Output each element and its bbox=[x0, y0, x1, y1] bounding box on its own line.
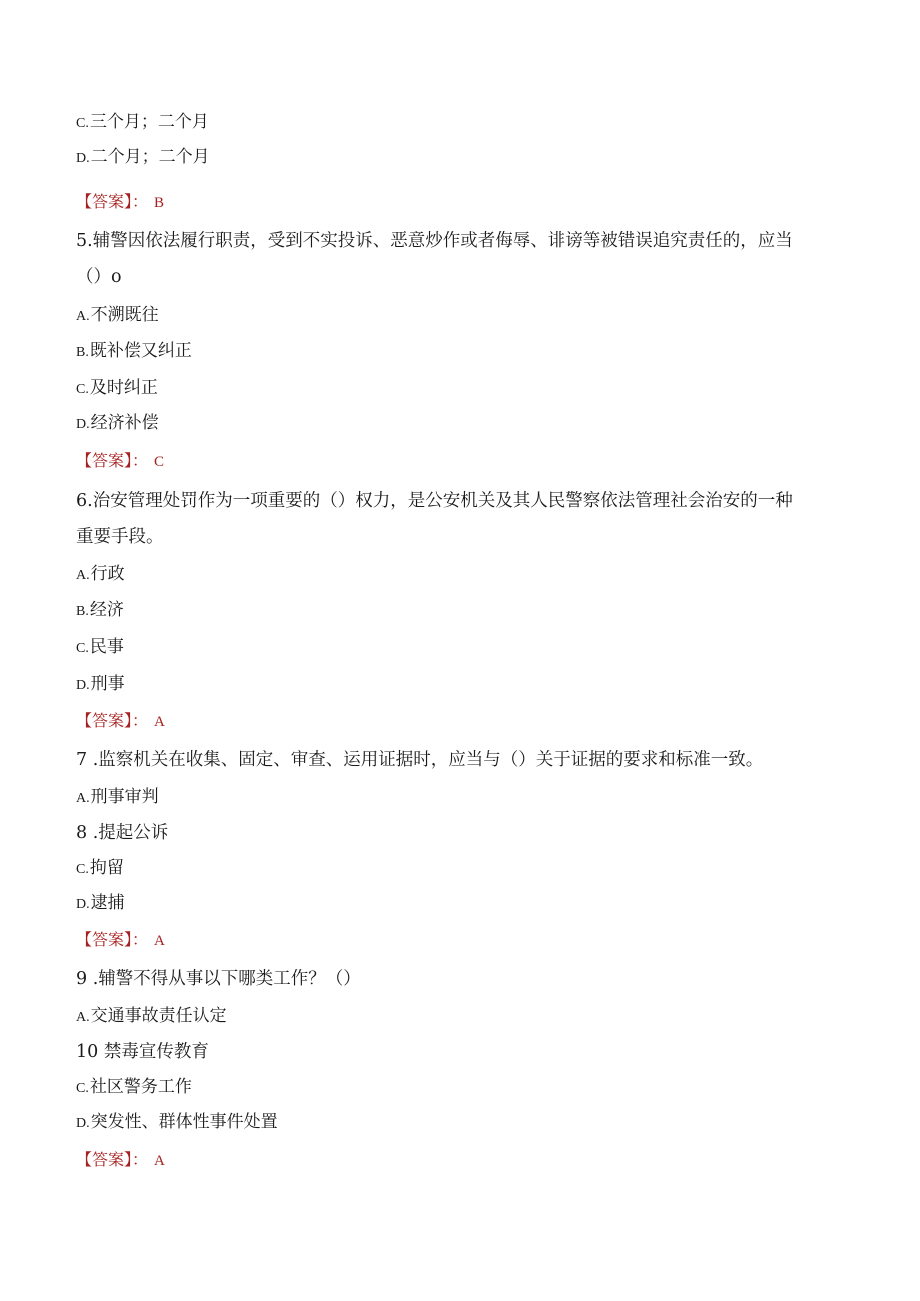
option-b: B.经济 bbox=[76, 600, 124, 620]
answer-value: B bbox=[154, 195, 165, 211]
answer-line bbox=[76, 191, 164, 214]
answer-line bbox=[76, 710, 165, 733]
question-text: 重要手段。 bbox=[76, 527, 164, 547]
answer-label: 【答案】： bbox=[76, 930, 149, 949]
answer-label: 【答案】： bbox=[76, 451, 149, 470]
answer-value: A bbox=[154, 933, 165, 949]
question-text: 5.辅警因依法履行职责，受到不实投诉、恶意炒作或者侮辱、诽谤等被错误追究责任的，应当 bbox=[76, 231, 793, 251]
answer-label: 【答案】： bbox=[76, 192, 149, 211]
option-d: D.突发性、群体性事件处置 bbox=[76, 1112, 278, 1132]
option-c: C.社区警务工作 bbox=[76, 1077, 192, 1097]
option-d: D.二个月；二个月 bbox=[76, 147, 210, 167]
answer-value: C bbox=[154, 454, 165, 470]
option-d: D.经济补偿 bbox=[76, 413, 159, 433]
option-c: C.及时纠正 bbox=[76, 378, 158, 398]
question-text: 10 禁毒宣传教育 bbox=[76, 1042, 209, 1062]
question-text: 7 .监察机关在收集、固定、审查、运用证据时，应当与（）关于证据的要求和标准一致。 bbox=[76, 750, 764, 770]
option-d: D.刑事 bbox=[76, 674, 125, 694]
option-c: C.三个月；二个月 bbox=[76, 112, 209, 132]
answer-value: A bbox=[154, 714, 165, 730]
answer-label: 【答案】： bbox=[76, 1150, 149, 1169]
option-c: C.民事 bbox=[76, 637, 124, 657]
answer-label: 【答案】： bbox=[76, 711, 149, 730]
option-a: A.交通事故责任认定 bbox=[76, 1006, 227, 1026]
option-b: B.既补偿又纠正 bbox=[76, 341, 192, 361]
answer-value: A bbox=[154, 1153, 165, 1169]
answer-line bbox=[76, 1149, 165, 1172]
option-a: A.不溯既往 bbox=[76, 305, 159, 325]
answer-line bbox=[76, 929, 165, 952]
question-text: 6.治安管理处罚作为一项重要的（）权力，是公安机关及其人民警察依法管理社会治安的一种 bbox=[76, 491, 793, 511]
question-text: 9 .辅警不得从事以下哪类工作？（） bbox=[76, 969, 361, 989]
option-d: D.逮捕 bbox=[76, 893, 125, 913]
question-text: 8 .提起公诉 bbox=[76, 823, 169, 843]
option-a: A.刑事审判 bbox=[76, 787, 159, 807]
answer-line bbox=[76, 450, 164, 473]
option-c: C.拘留 bbox=[76, 858, 124, 878]
option-a: A.行政 bbox=[76, 564, 125, 584]
question-text: （）o bbox=[76, 267, 122, 287]
